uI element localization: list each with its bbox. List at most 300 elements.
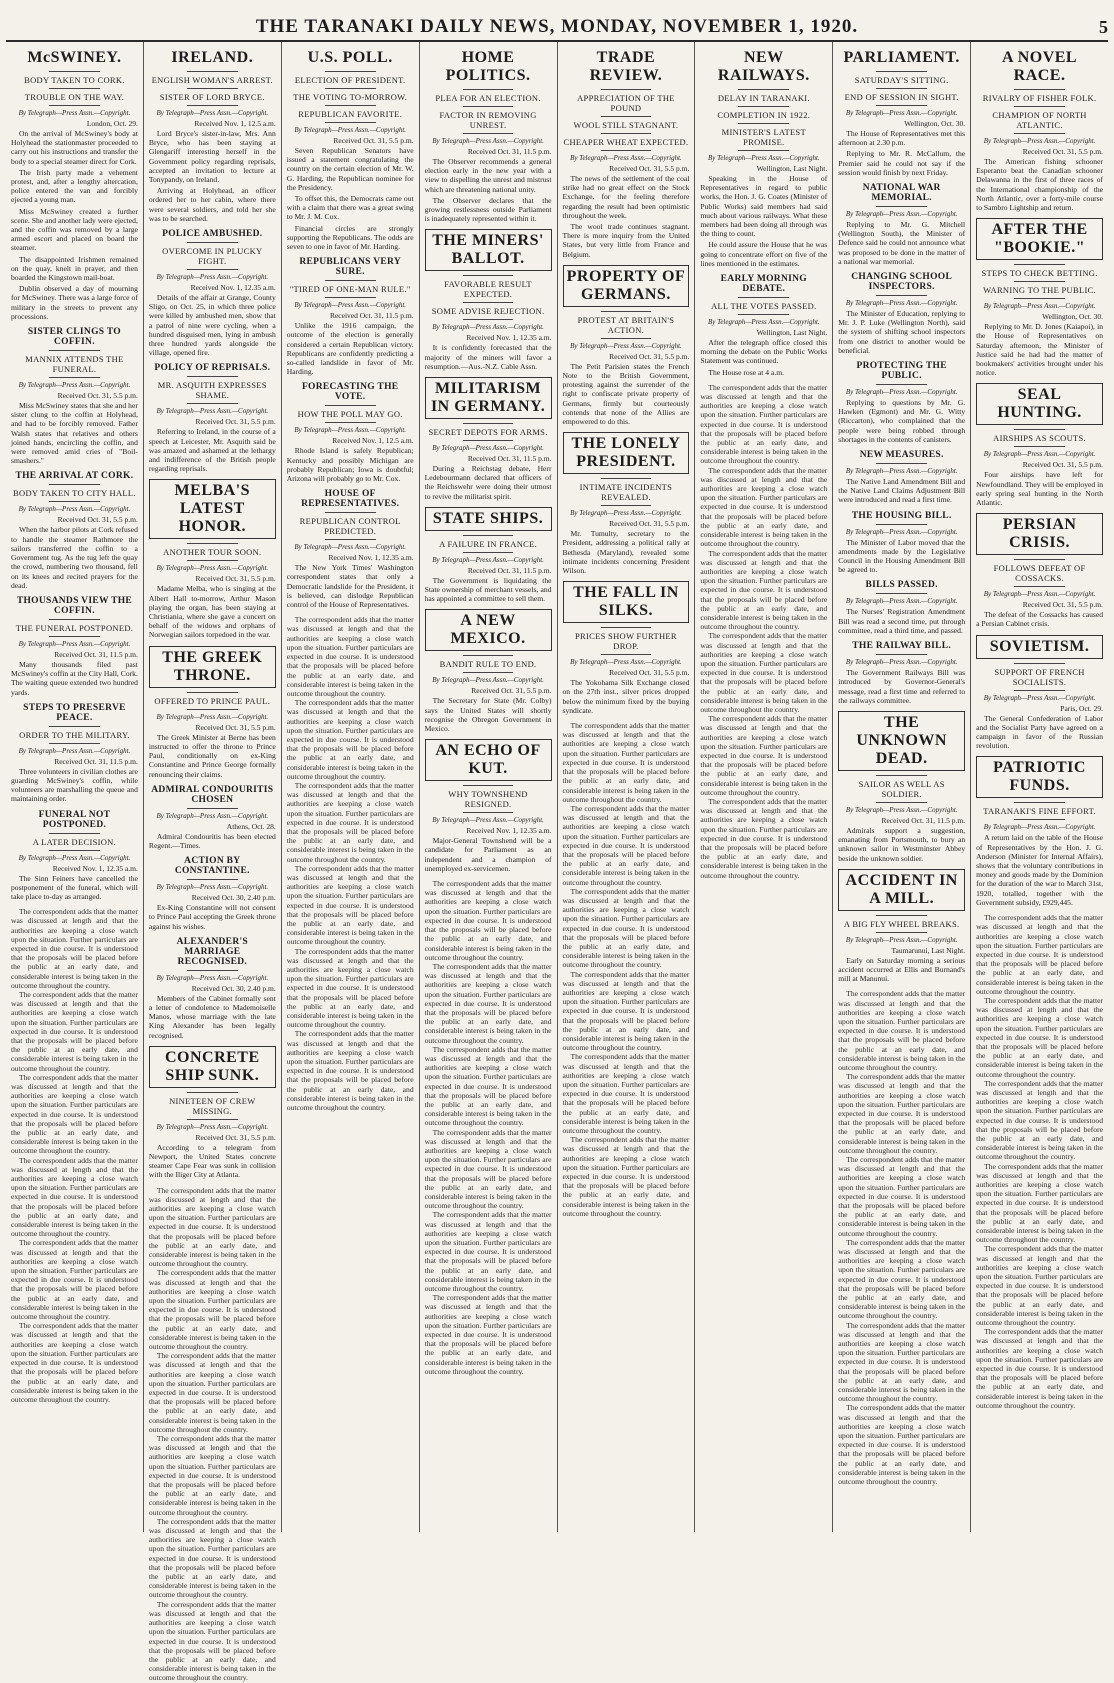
- column-text: The correspondent adds that the matter was discussed at length and that the authorities are keeping a close watch upon the situation. Further particulars are expected in due course. It is understood that the proposals will be placed before the public at an early date, and considerable interest is being taken in the outcome throughout the country.: [838, 989, 966, 1072]
- article-paragraph: After the telegraph office closed this morning the debate on the Public Works Statement was continued.: [700, 338, 828, 366]
- dateline: Paris, Oct. 29.: [1060, 703, 1103, 713]
- article-paragraph: Members of the Cabinet formally sent a letter of condolence to Mademoiselle Manos, whose marriage with the late King Alexander has been legally recognised.: [148, 993, 276, 1040]
- article-paragraph: The Petit Parisien states the French Note to the British Government, protesting against the surrender of the right to confiscate private property of Germans, firmly but courteously contends that none of the Allies are empowered to do this.: [562, 361, 690, 427]
- column-text: The correspondent adds that the matter was discussed at length and that the authorities are keeping a close watch upon the situation. Further particulars are expected in due course. It is understood that the proposals will be placed before the public at an early date, and considerable interest is being taken in the outcome throughout the country.: [286, 698, 414, 781]
- divider-rule: [463, 106, 514, 107]
- article-paragraph: The Yokohama Silk Exchange closed on the 27th inst., silver prices dropped below the minimum fixed by the buying syndicate.: [562, 678, 690, 715]
- subheadline: SISTER CLINGS TO COFFIN.: [27, 327, 122, 348]
- divider-rule: [49, 501, 100, 502]
- divider-rule: [1014, 802, 1065, 803]
- article-paragraph: Replying to questions by Mr. G. Hawken (Egmont) and Mr. G. Witty (Riccarton), who complained that the people were being robbed through shortages in the contents of canisters.: [838, 398, 966, 444]
- subheadline: CHEAPER WHEAT EXPECTED.: [563, 137, 689, 147]
- news-article: [287, 257, 414, 376]
- divider-rule: [1014, 264, 1065, 265]
- subheadline: WARNING TO THE PUBLIC.: [983, 285, 1096, 296]
- divider-rule: [738, 106, 789, 107]
- divider-rule: [325, 71, 376, 72]
- subheadline: MINISTER'S LATEST PROMISE.: [721, 127, 806, 147]
- news-article: [838, 580, 965, 635]
- news-article: [425, 739, 552, 873]
- divider-rule: [49, 619, 100, 620]
- dateline: Received Oct. 31, 5.5 p.m.: [57, 391, 138, 401]
- article-paragraph: The Nurses' Registration Amendment Bill was read a second time, put through committee, read a third time, and passed.: [838, 607, 966, 635]
- subheadline: SECRET DEPOTS FOR ARMS.: [428, 427, 548, 438]
- byline: By Telegraph—Press Assn.—Copyright.: [432, 323, 544, 332]
- column-text: The correspondent adds that the matter was discussed at length and that the authorities are keeping a close watch upon the situation. Further particulars are expected in due course. It is understood that the proposals will be placed before the public at an early date, and considerable interest is being taken in the outcome throughout the country.: [700, 548, 828, 632]
- article-paragraph: Admirals support a suggestion, emanating from Portsmouth, to bury an unknown sailor in Westminster Abbey beside the unknown soldier.: [838, 825, 966, 863]
- subheadline: ELECTION OF PRESIDENT.: [294, 75, 406, 85]
- article-paragraph: Many thousands filed past McSwiney's coffin at the City Hall, Cork. The waiting queue extended two hundred yards.: [11, 659, 138, 697]
- article-paragraph: The House of Representatives met this afternoon at 2.30 p.m.: [838, 129, 966, 148]
- column-text: The correspondent adds that the matter was discussed at length and that the authorities are keeping a close watch upon the situation. Further particulars are expected in due course. It is understood that the proposals will be placed before the public at an early date, and considerable interest is being taken in the outcome throughout the country.: [148, 1268, 276, 1351]
- column-text: The correspondent adds that the matter was discussed at length and that the authorities are keeping a close watch upon the situation. Further particulars are expected in due course. It is understood that the proposals will be placed before the public at an early date, and considerable interest is being taken in the outcome throughout the country.: [148, 1185, 276, 1269]
- subheadline: ADMIRAL CONDOURITIS CHOSEN: [151, 784, 274, 805]
- article-paragraph: The Observer declares that the growing restlessness outside Parliament is inadequately represented within it.: [424, 195, 552, 224]
- byline: By Telegraph—Press Assn.—Copyright.: [18, 746, 131, 755]
- news-article: [838, 511, 965, 575]
- divider-rule: [601, 627, 652, 628]
- divider-rule: [876, 384, 927, 385]
- news-article: [425, 377, 552, 501]
- divider-rule: [49, 105, 100, 106]
- divider-rule: [463, 785, 514, 786]
- dateline: Received Oct. 31, 11.5 p.m.: [467, 565, 552, 575]
- column-text: The correspondent adds that the matter was discussed at length and that the authorities are keeping a close watch upon the situation. Further particulars are expected in due course. It is understood that the proposals will be placed before the public at an early date, and considerable interest is being taken in the outcome throughout the country.: [838, 1237, 966, 1321]
- byline: By Telegraph—Press Assn.—Copyright.: [156, 811, 269, 820]
- article-paragraph: Rhode Island is safely Republican; Kentucky and possibly Michigan are probably Republican; Iowa is doubtful; Arizona will probably go to Mr. Cox.: [286, 446, 414, 484]
- divider-rule: [49, 833, 100, 834]
- dateline: Received Nov. 1, 12.5 a.m.: [332, 436, 414, 446]
- subheadline: A BIG FLY WHEEL BREAKS.: [843, 918, 960, 929]
- byline: By Telegraph—Press Assn.—Copyright.: [983, 590, 1096, 599]
- divider-rule: [187, 1119, 238, 1120]
- divider-rule: [1014, 281, 1065, 282]
- byline: By Telegraph—Press Assn.—Copyright.: [983, 302, 1096, 311]
- byline: By Telegraph—Press Assn.—Copyright.: [845, 527, 958, 536]
- news-article: [700, 274, 827, 377]
- headline: PROPERTY OF GERMANS.: [563, 265, 690, 307]
- article-paragraph: According to a telegram from Newport, the United States concrete steamer Cape Fear was sunk in collision with the Iliger City at Atlanta.: [148, 1142, 276, 1180]
- byline: By Telegraph—Press Assn.—Copyright.: [432, 555, 544, 564]
- headline: U.S. POLL.: [307, 49, 393, 66]
- article-paragraph: The Minister of Labor moved that the amendments made by the Legislative Council in the Housing Amendment Bill be agreed to.: [838, 537, 966, 575]
- dateline: Received Oct. 31, 5.5 p.m.: [333, 136, 414, 145]
- article-paragraph: The wool trade continues stagnant. There is more inquiry from the United States, but very little from France and Belgium.: [562, 222, 690, 259]
- subheadline: AIRSHIPS AS SCOUTS.: [993, 433, 1086, 444]
- headline: THE GREEK THRONE.: [149, 646, 276, 688]
- divider-rule: [187, 970, 238, 971]
- dateline: Received Oct. 31, 5.5 p.m.: [195, 417, 276, 427]
- news-article: [425, 609, 552, 733]
- article-paragraph: Three volunteers in civilian clothes are guarding McSwiney's coffin, while volunteers are marshalling the queue and maintaining order.: [11, 766, 138, 804]
- column-text: The correspondent adds that the matter was discussed at length and that the authorities are keeping a close watch upon the situation. Further particulars are expected in due course. It is understood that the proposals will be placed before the public at an early date, and considerable interest is being taken in the outcome throughout the country.: [11, 1155, 138, 1239]
- subheadline: CHANGING SCHOOL INSPECTORS.: [851, 272, 953, 293]
- divider-rule: [876, 88, 927, 89]
- news-column: [419, 42, 557, 1532]
- subheadline: THE VOTING TO-MORROW.: [293, 92, 408, 102]
- byline: By Telegraph—Press Assn.—Copyright.: [18, 639, 131, 648]
- divider-rule: [463, 275, 514, 276]
- divider-rule: [738, 89, 789, 90]
- article-paragraph: The Government is liquidating the State ownership of merchant vessels, and has appointed a committee to sell them.: [424, 575, 552, 604]
- subheadline: COMPLETION IN 1922.: [717, 110, 811, 120]
- subheadline: DELAY IN TARANAKI.: [717, 93, 810, 103]
- subheadline: BANDIT RULE TO END.: [439, 659, 537, 670]
- divider-rule: [463, 440, 514, 441]
- divider-rule: [187, 692, 238, 693]
- article-paragraph: When the harbor pilots at Cork refused to handle the steamer Rathmore the sailors transferred the coffin to a Government tug. As the tug left the quay the crowd, numbering two thousand, fell on its knees and recited prayers for the dead.: [11, 525, 138, 590]
- subheadline: FORECASTING THE VOTE.: [301, 382, 399, 403]
- column-text: The correspondent adds that the matter was discussed at length and that the authorities are keeping a close watch upon the situation. Further particulars are expected in due course. It is understood that the proposals will be placed before the public at an early date, and considerable interest is being taken in the outcome throughout the country.: [976, 1161, 1103, 1245]
- divider-rule: [876, 932, 927, 933]
- subheadline: THOUSANDS VIEW THE COFFIN.: [16, 595, 133, 616]
- article-paragraph: Ex-King Constantine will not consent to Prince Paul accepting the Greek throne against his wishes.: [148, 903, 276, 931]
- news-article: [11, 703, 138, 804]
- column-text: The correspondent adds that the matter was discussed at length and that the authorities are keeping a close watch upon the situation. Further particulars are expected in due course. It is understood that the proposals will be placed before the public at an early date, and considerable interest is being taken in the outcome throughout the country.: [838, 1403, 966, 1487]
- masthead: [6, 14, 1108, 42]
- article-paragraph: Admiral Condouritis has been elected Regent.—Times.: [148, 831, 276, 850]
- article-paragraph: Replying to Mr. D. Jones (Kaiapoi), in the House of Representatives on Saturday afternoon, the Minister of Justice said he had had the matter of bookmakers' activities brought under his notice.: [976, 322, 1103, 378]
- headline: PARLIAMENT.: [843, 49, 960, 66]
- dateline: Wellington, Oct. 30.: [1042, 312, 1103, 322]
- subheadline: FAVORABLE RESULT EXPECTED.: [444, 279, 532, 300]
- divider-rule: [1014, 298, 1065, 299]
- column-text: The correspondent adds that the matter was discussed at length and that the authorities are keeping a close watch upon the situation. Further particulars are expected in due course. It is understood that the proposals will be placed before the public at an early date, and considerable interest is being taken in the outcome throughout the country.: [838, 1072, 966, 1155]
- divider-rule: [187, 709, 238, 710]
- column-text: The correspondent adds that the matter was discussed at length and that the authorities are keeping a close watch upon the situation. Further particulars are expected in due course. It is understood that the proposals will be placed before the public at an early date, and considerable interest is being taken in the outcome throughout the country.: [286, 946, 414, 1030]
- article-paragraph: He could assure the House that he was going to concentrate effort on five of the lines mentioned in the estimates.: [700, 240, 828, 268]
- byline: By Telegraph—Press Assn.—Copyright.: [845, 467, 958, 476]
- byline: By Telegraph—Press Assn.—Copyright.: [18, 505, 131, 514]
- headline: MILITARISM IN GERMANY.: [425, 377, 552, 419]
- byline: By Telegraph—Press Assn.—Copyright.: [570, 658, 682, 667]
- news-article: [149, 856, 276, 931]
- dateline: Taumarunui, Last Night.: [891, 945, 966, 955]
- news-column: [832, 42, 970, 1532]
- dateline: Received Nov. 1, 12.35 a.m.: [466, 826, 552, 836]
- byline: By Telegraph—Press Assn.—Copyright.: [294, 426, 407, 435]
- divider-rule: [49, 726, 100, 727]
- news-article: [149, 479, 276, 639]
- article-paragraph: To offset this, the Democrats came out with a claim that there was a great swing to Mr. J. M. Cox.: [286, 194, 414, 222]
- subheadline: SAILOR AS WELL AS SOLDIER.: [858, 778, 945, 799]
- divider-rule: [463, 302, 514, 303]
- divider-rule: [325, 297, 376, 298]
- byline: By Telegraph—Press Assn.—Copyright.: [294, 126, 407, 134]
- divider-rule: [738, 150, 789, 151]
- byline: By Telegraph—Press Assn.—Copyright.: [18, 109, 131, 117]
- dateline: Received Oct. 31, 11.5 p.m.: [467, 454, 552, 464]
- column-text: The correspondent adds that the matter was discussed at length and that the authorities are keeping a close watch upon the situation. Further particulars are expected in due course. It is understood that the proposals will be placed before the public at an early date, and considerable interest is being taken in the outcome throughout the country.: [286, 615, 414, 698]
- divider-rule: [187, 242, 238, 243]
- news-article: [838, 450, 965, 505]
- divider-rule: [49, 377, 100, 378]
- subheadline: SATURDAY'S SITTING.: [854, 75, 949, 85]
- divider-rule: [187, 560, 238, 561]
- divider-rule: [1014, 429, 1065, 430]
- news-article: [563, 581, 690, 715]
- divider-rule: [187, 543, 238, 544]
- dateline: Received Oct. 31, 5.5 p.m.: [1022, 600, 1103, 610]
- dateline: Received Oct. 31, 5.5 p.m.: [609, 164, 690, 173]
- byline: By Telegraph—Press Assn.—Copyright.: [156, 883, 269, 892]
- divider-rule: [601, 505, 652, 506]
- dateline: Wellington, Last Night.: [756, 164, 828, 173]
- divider-rule: [49, 71, 100, 72]
- news-article: [11, 596, 138, 697]
- news-article: [838, 272, 965, 355]
- column-text: The correspondent adds that the matter was discussed at length and that the authorities are keeping a close watch upon the situation. Further particulars are expected in due course. It is understood that the proposals will be placed before the public at an early date, and considerable interest is being taken in the outcome throughout the country.: [11, 1321, 138, 1404]
- divider-rule: [325, 539, 376, 540]
- divider-rule: [187, 879, 238, 880]
- news-column: [281, 42, 419, 1532]
- divider-rule: [1014, 663, 1065, 664]
- article-paragraph: The Observer recommends a general election early in the new year with a view to dispelling the unrest and mistrust which are threatening national unity.: [424, 157, 552, 194]
- news-article: [287, 489, 414, 609]
- news-article: [425, 507, 552, 604]
- article-paragraph: The House rose at 4 a.m.: [708, 367, 785, 377]
- news-article: [287, 49, 414, 251]
- dateline: Received Oct. 30, 2.40 p.m.: [191, 893, 276, 903]
- news-article: [11, 471, 138, 589]
- column-text: The correspondent adds that the matter was discussed at length and that the authorities are keeping a close watch upon the situation. Further particulars are expected in due course. It is understood that the proposals will be placed before the public at an early date, and considerable interest is being taken in the outcome throughout the country.: [562, 803, 690, 887]
- divider-rule: [463, 89, 514, 90]
- byline: By Telegraph—Press Assn.—Copyright.: [18, 853, 131, 862]
- subheadline: ENGLISH WOMAN'S ARREST.: [151, 75, 273, 85]
- headline: PERSIAN CRISIS.: [976, 513, 1103, 555]
- column-text: The correspondent adds that the matter was discussed at length and that the authorities are keeping a close watch upon the situation. Further particulars are expected in due course. It is understood that the proposals will be placed before the public at an early date, and considerable interest is being taken in the outcome throughout the country.: [838, 1154, 966, 1238]
- column-text: The correspondent adds that the matter was discussed at length and that the authorities are keeping a close watch upon the situation. Further particulars are expected in due course. It is understood that the proposals will be placed before the public at an early date, and considerable interest is being taken in the outcome throughout the country.: [11, 1238, 138, 1322]
- divider-rule: [1014, 586, 1065, 587]
- divider-rule: [463, 319, 514, 320]
- article-paragraph: Speaking in the House of Representatives in regard to public works, the Hon. J. G. Coates (Minister of Public Works) said members had said much about various railways. What these members had been doing all through was the thing to count.: [700, 174, 828, 239]
- news-article: [149, 937, 276, 1040]
- divider-rule: [187, 376, 238, 377]
- news-article: [976, 218, 1103, 377]
- byline: By Telegraph—Press Assn.—Copyright.: [156, 1122, 269, 1131]
- column-text: The correspondent adds that the matter was discussed at length and that the authorities are keeping a close watch upon the situation. Further particulars are expected in due course. It is understood that the proposals will be placed before the public at an early date, and considerable interest is being taken in the outcome throughout the country.: [148, 1516, 276, 1600]
- headline: NEW RAILWAYS.: [717, 49, 810, 84]
- column-text: The correspondent adds that the matter was discussed at length and that the authorities are keeping a close watch upon the situation. Further particulars are expected in due course. It is understood that the proposals will be placed before the public at an early date, and considerable interest is being taken in the outcome throughout the country.: [148, 1599, 276, 1683]
- news-article: [149, 49, 276, 223]
- divider-rule: [325, 512, 376, 513]
- news-article: [149, 229, 276, 357]
- subheadline: THE FUNERAL POSTPONED.: [15, 622, 134, 633]
- news-column: [970, 42, 1108, 1532]
- subheadline: NATIONAL WAR MEMORIAL.: [862, 183, 941, 204]
- headline: IRELAND.: [171, 49, 254, 66]
- article-paragraph: Replying to Mr. R. McCallum, the Premier said he could not say if the session would finish by next Friday.: [838, 149, 966, 177]
- news-article: [838, 641, 965, 705]
- article-paragraph: Mr. Tumulty, secretary to the President, addressing a political rally at Bethesda (Maryland), revealed some intimate incidents concerning President Wilson.: [562, 529, 690, 576]
- divider-rule: [876, 915, 927, 916]
- divider-rule: [601, 133, 652, 134]
- dateline: Received Oct. 31, 5.5 p.m.: [471, 686, 552, 696]
- divider-rule: [463, 812, 514, 813]
- article-paragraph: Early on Saturday morning a serious accident occurred at Ellis and Burnand's mill at Manunui.: [838, 955, 966, 984]
- news-article: [11, 810, 138, 902]
- subheadline: MANNIX ATTENDS THE FUNERAL.: [25, 354, 124, 375]
- divider-rule: [187, 808, 238, 809]
- subheadline: SUPPORT OF FRENCH SOCIALISTS.: [994, 666, 1085, 687]
- dateline: Wellington, Oct. 30.: [904, 119, 966, 128]
- article-paragraph: The New York Times' Washington correspondent states that only a Democratic landslide for the President, it is believed, can dislodge Republican control of the House of Representatives.: [286, 563, 414, 610]
- divider-rule: [463, 672, 514, 673]
- subheadline: APPRECIATION OF THE POUND: [577, 93, 675, 113]
- news-column: [143, 42, 281, 1683]
- byline: By Telegraph—Press Assn.—Copyright.: [570, 154, 682, 162]
- column-text: The correspondent adds that the matter was discussed at length and that the authorities are keeping a close watch upon the situation. Further particulars are expected in due course. It is understood that the proposals will be placed before the public at an early date, and considerable interest is being taken in the outcome throughout the country.: [424, 1044, 552, 1128]
- byline: By Telegraph—Press Assn.—Copyright.: [432, 444, 544, 453]
- dateline: Received Oct. 31, 5.5 p.m.: [609, 668, 690, 678]
- subheadline: WOOL STILL STAGNANT.: [573, 120, 679, 130]
- news-article: [149, 363, 276, 473]
- dateline: Received Nov. 1, 12.5 a.m.: [194, 119, 276, 128]
- subheadline: THE ARRIVAL AT CORK.: [15, 471, 134, 482]
- news-article: [149, 646, 276, 779]
- article-paragraph: The General Confederation of Labor and the Socialist Party have agreed on a campaign in favor of the Russian revolution.: [976, 713, 1103, 751]
- news-article: [976, 383, 1103, 507]
- dateline: Received Oct. 31, 5.5 p.m.: [195, 722, 276, 732]
- news-article: [838, 49, 965, 177]
- news-article: [563, 265, 690, 426]
- divider-rule: [187, 71, 238, 72]
- headline: A NEW MEXICO.: [425, 609, 552, 651]
- column-text: The correspondent adds that the matter was discussed at length and that the authorities are keeping a close watch upon the situation. Further particulars are expected in due course. It is understood that the proposals will be placed before the public at an early date, and considerable interest is being taken in the outcome throughout the country.: [700, 714, 828, 797]
- divider-rule: [325, 122, 376, 123]
- byline: By Telegraph—Press Assn.—Copyright.: [570, 509, 682, 518]
- headline: CONCRETE SHIP SUNK.: [149, 1046, 276, 1088]
- dateline: Received Nov. 1, 12.35 a.m.: [52, 863, 138, 873]
- divider-rule: [49, 88, 100, 89]
- divider-rule: [876, 105, 927, 106]
- article-paragraph: It is confidently forecasted that the majority of the miners will favor a resumption.—Aus.-N.Z. Cable Assn.: [424, 343, 552, 371]
- divider-rule: [325, 280, 376, 281]
- byline: By Telegraph—Press Assn.—Copyright.: [983, 823, 1096, 832]
- byline: By Telegraph—Press Assn.—Copyright.: [845, 388, 958, 397]
- column-text: The correspondent adds that the matter was discussed at length and that the authorities are keeping a close watch upon the situation. Further particulars are expected in due course. It is understood that the proposals will be placed before the public at an early date, and considerable interest is being taken in the outcome throughout the country.: [11, 907, 138, 990]
- dateline: Athens, Oct. 28.: [226, 821, 276, 831]
- divider-rule: [738, 314, 789, 315]
- news-column: [6, 42, 143, 1532]
- column-text: The correspondent adds that the matter was discussed at length and that the authorities are keeping a close watch upon the situation. Further particulars are expected in due course. It is understood that the proposals will be placed before the public at an early date, and considerable interest is being taken in the outcome throughout the country.: [562, 886, 690, 970]
- byline: By Telegraph—Press Assn.—Copyright.: [707, 318, 820, 327]
- headline: PATRIOTIC FUNDS.: [976, 756, 1103, 798]
- column-text: The correspondent adds that the matter was discussed at length and that the authorities are keeping a close watch upon the situation. Further particulars are expected in due course. It is understood that the proposals will be placed before the public at an early date, and considerable interest is being taken in the outcome throughout the country.: [976, 1078, 1103, 1162]
- divider-rule: [1014, 690, 1065, 691]
- column-text: The correspondent adds that the matter was discussed at length and that the authorities are keeping a close watch upon the situation. Further particulars are expected in due course. It is understood that the proposals will be placed before the public at an early date, and considerable interest is being taken in the outcome throughout the country.: [976, 1244, 1103, 1328]
- subheadline: "TIRED OF ONE-MAN RULE.": [289, 284, 411, 295]
- column-text: The correspondent adds that the matter was discussed at length and that the authorities are keeping a close watch upon the situation. Further particulars are expected in due course. It is understood that the proposals will be placed before the public at an early date, and considerable interest is being taken in the outcome throughout the country.: [148, 1351, 276, 1434]
- subheadline: WHY TOWNSHEND RESIGNED.: [448, 789, 528, 810]
- divider-rule: [325, 422, 376, 423]
- byline: By Telegraph—Press Assn.—Copyright.: [845, 658, 958, 667]
- dateline: Received Oct. 31, 11.5 p.m.: [881, 815, 966, 825]
- subheadline: THE HOUSING BILL.: [851, 510, 952, 521]
- byline: By Telegraph—Press Assn.—Copyright.: [156, 407, 269, 416]
- subheadline: PROTECTING THE PUBLIC.: [856, 361, 947, 382]
- divider-rule: [876, 775, 927, 776]
- column-text: The correspondent adds that the matter was discussed at length and that the authorities are keeping a close watch upon the situation. Further particulars are expected in due course. It is understood that the proposals will be placed before the public at an early date, and considerable interest is being taken in the outcome throughout the country.: [424, 1210, 552, 1294]
- subheadline: REPUBLICAN CONTROL PREDICTED.: [299, 516, 401, 537]
- byline: By Telegraph—Press Assn.—Copyright.: [294, 543, 407, 552]
- article-paragraph: Lord Bryce's sister-in-law, Mrs. Ann Bryce, who has been staying at Glengariff interesting herself in the Government policy regarding reprisals, accepted an invitation to lecture at Tonypandy, on Ireland.: [148, 129, 276, 185]
- divider-rule: [463, 423, 514, 424]
- dateline: Received Oct. 31, 11.5 p.m.: [467, 147, 552, 156]
- subheadline: SISTER OF LORD BRYCE.: [159, 92, 265, 102]
- divider-rule: [463, 655, 514, 656]
- subheadline: INTIMATE INCIDENTS REVEALED.: [579, 482, 673, 503]
- column-text: The correspondent adds that the matter was discussed at length and that the authorities are keeping a close watch upon the situation. Further particulars are expected in due course. It is understood that the proposals will be placed before the public at an early date, and considerable interest is being taken in the outcome throughout the country.: [562, 721, 690, 804]
- column-text: The correspondent adds that the matter was discussed at length and that the authorities are keeping a close watch upon the situation. Further particulars are expected in due course. It is understood that the proposals will be placed before the public at an early date, and considerable interest is being taken in the outcome throughout the country.: [424, 961, 552, 1045]
- divider-rule: [1014, 819, 1065, 820]
- article-paragraph: On the arrival of McSwiney's body at Holyhead the stationmaster proceeded to carry out his instructions and transfer the body to a special steamer direct for Cork.: [11, 129, 138, 166]
- subheadline: FACTOR IN REMOVING UNREST.: [439, 110, 537, 130]
- byline: By Telegraph—Press Assn.—Copyright.: [156, 973, 269, 982]
- column-text: The correspondent adds that the matter was discussed at length and that the authorities are keeping a close watch upon the situation. Further particulars are expected in due course. It is understood that the proposals will be placed before the public at an early date, and considerable interest is being taken in the outcome throughout the country.: [838, 1320, 966, 1404]
- byline: By Telegraph—Press Assn.—Copyright.: [294, 301, 407, 310]
- byline: By Telegraph—Press Assn.—Copyright.: [156, 109, 269, 117]
- divider-rule: [876, 71, 927, 72]
- dateline: Received Oct. 31, 5.5 p.m.: [57, 515, 138, 525]
- divider-rule: [325, 105, 376, 106]
- divider-rule: [49, 743, 100, 744]
- article-paragraph: Major-General Townshend will be a candidate for Parliament as an independent and a champion of unemployed ex-servicemen.: [424, 836, 552, 873]
- article-paragraph: The Minister of Education, replying to Mr. J. P. Luke (Wellington North), said the system of shifting school inspectors from one district to another would be beneficial.: [838, 309, 966, 355]
- divider-rule: [325, 405, 376, 406]
- column-text: The correspondent adds that the matter was discussed at length and that the authorities are keeping a close watch upon the situation. Further particulars are expected in due course. It is understood that the proposals will be placed before the public at an early date, and considerable interest is being taken in the outcome throughout the country.: [562, 1052, 690, 1136]
- headline: HOME POLITICS.: [445, 49, 531, 84]
- subheadline: PRICES SHOW FURTHER DROP.: [575, 631, 677, 652]
- article-paragraph: Referring to Ireland, in the course of a speech at Leicester, Mr. Asquith said he was amazed and ashamed at the lethargy and indifference of the British people regarding reprisals.: [148, 427, 276, 474]
- subheadline: FUNERAL NOT POSTPONED.: [38, 809, 111, 830]
- subheadline: A LATER DECISION.: [32, 836, 117, 847]
- news-article: [425, 229, 552, 371]
- article-paragraph: The news of the settlement of the coal strike had no great effect on the Stock Exchange, for the feeling therefore regarding the result had been optimistic throughout the week.: [562, 174, 690, 220]
- byline: By Telegraph—Press Assn.—Copyright.: [432, 816, 544, 825]
- divider-rule: [601, 311, 652, 312]
- headline: ACCIDENT IN A MILL.: [838, 869, 965, 911]
- byline: By Telegraph—Press Assn.—Copyright.: [845, 109, 958, 117]
- article-paragraph: Miss McSwiney states that she and her sister clung to the coffin at Holyhead, and had to be forcibly removed. Father Walsh states that relatives and others joined hands, encircling the coffin, and were removed amid cries of "Boil-smashers.": [11, 401, 138, 466]
- article-paragraph: The Secretary for State (Mr. Colby) says the United States will shortly recognise the Obregon Government in Mexico.: [424, 696, 552, 734]
- divider-rule: [463, 552, 514, 553]
- page-title: THE TARANAKI DAILY NEWS, MONDAY, NOVEMBER 1, 1920.: [255, 16, 859, 37]
- subheadline: STEPS TO PRESERVE PEACE.: [23, 702, 126, 723]
- byline: By Telegraph—Press Assn.—Copyright.: [845, 805, 958, 814]
- divider-rule: [738, 297, 789, 298]
- column-text: The correspondent adds that the matter was discussed at length and that the authorities are keeping a close watch upon the situation. Further particulars are expected in due course. It is understood that the proposals will be placed before the public at an early date, and considerable interest is being taken in the outcome throughout the country.: [11, 1072, 138, 1156]
- byline: By Telegraph—Press Assn.—Copyright.: [156, 564, 269, 573]
- subheadline: END OF SESSION IN SIGHT.: [844, 92, 959, 102]
- column-text: The correspondent adds that the matter was discussed at length and that the authorities are keeping a close watch upon the situation. Further particulars are expected in due course. It is understood that the proposals will be placed before the public at an early date, and considerable interest is being taken in the outcome throughout the country.: [700, 796, 828, 880]
- article-paragraph: Four airships have left for Newfoundland. They will be employed in early spring seal hunting in the North Atlantic.: [976, 470, 1103, 508]
- column-text: The correspondent adds that the matter was discussed at length and that the authorities are keeping a close watch upon the situation. Further particulars are expected in due course. It is understood that the proposals will be placed before the public at an early date, and considerable interest is being taken in the outcome throughout the country.: [700, 382, 828, 466]
- headline: AN ECHO OF KUT.: [425, 739, 552, 781]
- dateline: London, Oct. 29.: [86, 119, 138, 128]
- byline: By Telegraph—Press Assn.—Copyright.: [432, 676, 544, 685]
- column-text: The correspondent adds that the matter was discussed at length and that the authorities are keeping a close watch upon the situation. Further particulars are expected in due course. It is understood that the proposals will be placed before the public at an early date, and considerable interest is being taken in the outcome throughout the country.: [424, 879, 552, 962]
- news-article: [563, 49, 690, 259]
- subheadline: THE RAILWAY BILL.: [852, 641, 952, 652]
- byline: By Telegraph—Press Assn.—Copyright.: [983, 450, 1096, 459]
- subheadline: HOUSE OF REPRESENTATIVES.: [301, 489, 400, 510]
- column-text: The correspondent adds that the matter was discussed at length and that the authorities are keeping a close watch upon the situation. Further particulars are expected in due course. It is understood that the proposals will be placed before the public at an early date, and considerable interest is being taken in the outcome throughout the country.: [424, 1127, 552, 1211]
- divider-rule: [1014, 446, 1065, 447]
- divider-rule: [187, 105, 238, 106]
- article-paragraph: Miss McSwiney created a further scene. She and another lady were ejected, and the coffin was removed by a large armed escort and placed on board the steamer.: [11, 206, 138, 253]
- subheadline: CHAMPION OF NORTH ATLANTIC.: [992, 110, 1087, 130]
